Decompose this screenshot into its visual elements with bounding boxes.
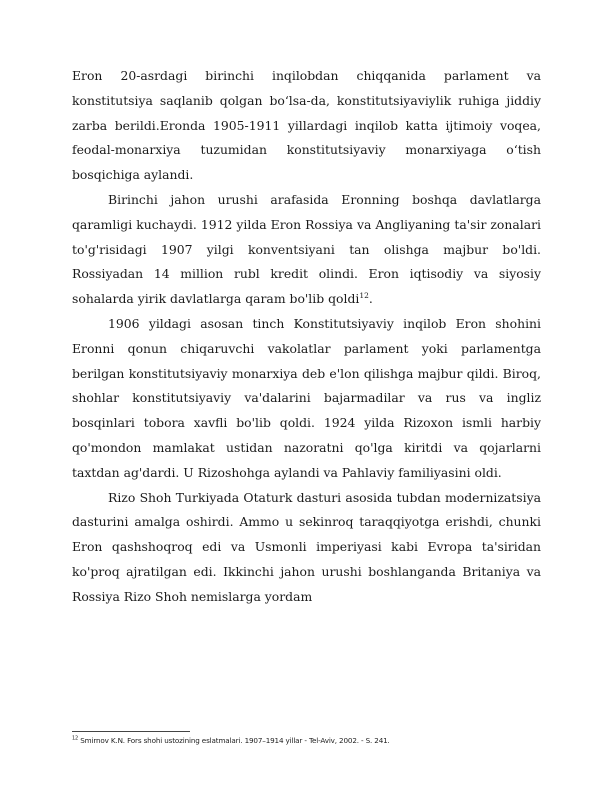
paragraph-1: [72, 64, 541, 188]
paragraph-2-end: .: [368, 291, 373, 307]
footnote-divider: [72, 731, 190, 732]
paragraph-2-text: Birinchi jahon urushi arafasida Eronning boshqa davlatlarga qaramligi kuchaydi. 1912 yilda Eron Rossiya va Angliyaning ta'sir zonalari to'g'risidagi 1907 yilgi konventsiyani tan olishga majbur bo'ldi. Rossiyadan 14 million rubl kredit olindi. Eron iqtisodiy va siyosiy sohalarda yirik davlatlarga qaram bo'lib qoldi: [72, 191, 541, 307]
footnote-number: 12: [72, 735, 79, 742]
paragraph-4-text: Rizo Shoh Turkiyada Otaturk dasturi asosida tubdan modernizatsiya dasturini amalga oshirdi. Ammo u sekinroq taraqqiyotga erishdi, chunki Eron qashshoqroq edi va Usmonli imperiyasi kabi Evropa ta'siridan ko'proq ajratilgan edi. Ikkinchi jahon urushi boshlanganda Britaniya va Rossiya Rizo Shoh nemislarga yordam: [72, 489, 541, 604]
footnote-text: Smirnov K.N. Fors shohi ustozining eslatmalari. 1907–1914 yillar - Tel-Aviv, 2002. - S. 241.: [80, 736, 390, 745]
footnote: [72, 736, 542, 746]
paragraph-2: [72, 188, 541, 312]
footnote-reference[interactable]: 12: [359, 291, 369, 301]
paragraph-3-text: 1906 yildagi asosan tinch Konstitutsiyaviy inqilob Eron shohini Eronni qonun chiqaruvchi vakolatlar parlament yoki parlamentga berilgan konstitutsiyaviy monarxiya deb e'lon qilishga majbur qildi. Biroq, shohlar konstitutsiyaviy va'dalarini bajarmadilar va rus va ingliz bosqinlari tobora xavfli bo'lib qoldi. 1924 yilda Rizoxon ismli harbiy qo'mondon mamlakat ustidan nazoratni qo'lga kiritdi va qojarlarni taxtdan ag'dardi. U Rizoshohga aylandi va Pahlaviy familiyasini oldi.: [72, 315, 541, 480]
document-body: [72, 64, 541, 610]
paragraph-1-text: Eron 20-asrdagi birinchi inqilobdan chiqqanida parlament va konstitutsiya saqlanib qolgan bo‘lsa-da, konstitutsiyaviylik ruhiga jiddiy zarba berildi.Eronda 1905-1911 yillardagi inqilob katta ijtimoiy voqea, feodal-monarxiya tuzumidan konstitutsiyaviy monarxiyaga o‘tish bosqichiga aylandi.: [72, 68, 541, 183]
paragraph-4: [72, 486, 541, 610]
paragraph-3: [72, 312, 541, 486]
